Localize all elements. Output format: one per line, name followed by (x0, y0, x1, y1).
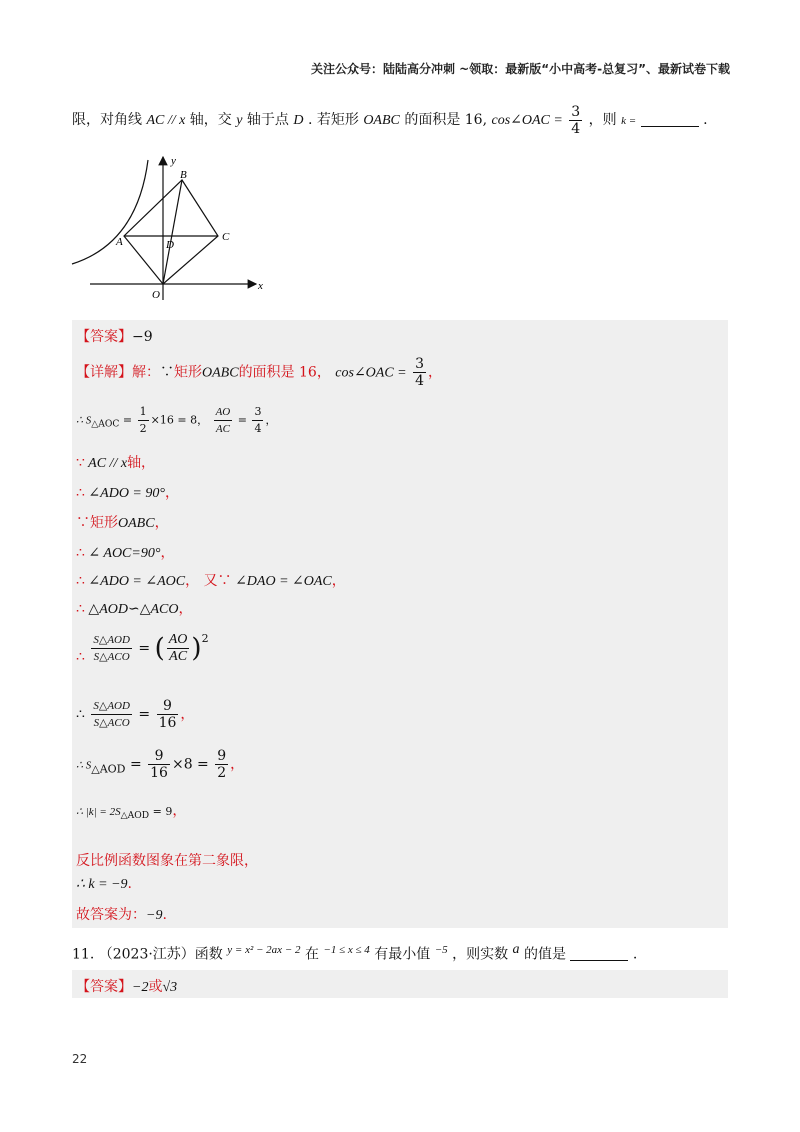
label-y: y (171, 155, 176, 167)
label-c: C (222, 231, 230, 243)
solution-line-2: ∴ $S_{\triangle AOC}$ = $\frac{1}{2}$ ×16 = 8， $\frac{AO}{AC}$ = $\frac{3}{4}$ ， (76, 405, 277, 435)
solution-line-9: ∴ $\frac{\text{S△AOD}}{\text{S△ACO}}$ = ( $\frac{AO}{AC}$ )$^2$ (76, 632, 209, 665)
solution-line-15: 故答案为：−9. (76, 907, 167, 923)
solution-line-13: 反比例函数图象在第二象限， (76, 853, 258, 869)
cos-fraction: $\frac{3}{4}$ (571, 103, 581, 137)
label-x: x (258, 280, 263, 292)
solution-line-3: ∵ AC // x轴， (76, 455, 156, 471)
answer-blank (641, 114, 699, 127)
label-o: O (152, 289, 160, 301)
rectangle-oabc (124, 180, 218, 284)
page-header: 关注公众号：陆陆高分冲刺 ~领取：最新版“小中高考-总复习”、最新试卷下载 (311, 62, 730, 76)
solution-line-8: ∴ △AOD∽△ACO， (76, 601, 193, 617)
page-number: 22 (72, 1052, 88, 1066)
label-a: A (116, 236, 123, 248)
answer-blank-11 (570, 948, 628, 961)
hyperbola-rectangle-diagram (70, 152, 270, 302)
solution-line-1: 【详解】解：∵矩形OABC的面积是 16， cos∠OAC = $\frac{3}{4}$ ， (76, 356, 442, 389)
answer-1: 【答案】−9 (76, 329, 153, 345)
solution-line-11: ∴ $S_{\triangle AOD}$ = $\frac{9}{16}$ ×8 = $\frac{9}{2}$ ， (76, 748, 245, 781)
label-d: D (166, 239, 174, 251)
hyperbola-curve (72, 160, 148, 264)
solution-line-5: ∵矩形OABC， (76, 515, 169, 531)
label-b: B (180, 169, 187, 181)
answer-2: 【答案】−2或√3 (76, 979, 178, 995)
solution-line-12: ∴ $|k| = 2S_{\triangle AOD} = 9$， (76, 803, 187, 822)
solution-line-10: ∴ $\frac{\text{S△AOD}}{\text{S△ACO}}$ = $\frac{9}{16}$ ， (76, 698, 195, 731)
question-10-text: 限，对角线 AC // x 轴，交 y 轴于点 D . 若矩形 OABC 的面积是 16, cos∠OAC = $\frac{3}{4}$ ，则 k = . (72, 103, 708, 137)
solution-line-7: ∴ ∠ADO = ∠AOC， 又∵ ∠DAO = ∠OAC， (76, 573, 346, 589)
solution-line-4: ∴ ∠ADO = 90°， (76, 485, 179, 501)
solution-line-6: ∴ ∠ AOC=90°， (76, 545, 175, 561)
geometry-figure (70, 152, 270, 306)
question-11-text: 11. （2023·江苏）函数 $^{y = x^2 - 2ax - 2}$ 在 $^{-1 \le x \le 4}$ 有最小值 $^{-5}$ ，则实数 a 的值是 . (72, 942, 638, 963)
solution-line-14: ∴ k = −9. (76, 876, 132, 892)
